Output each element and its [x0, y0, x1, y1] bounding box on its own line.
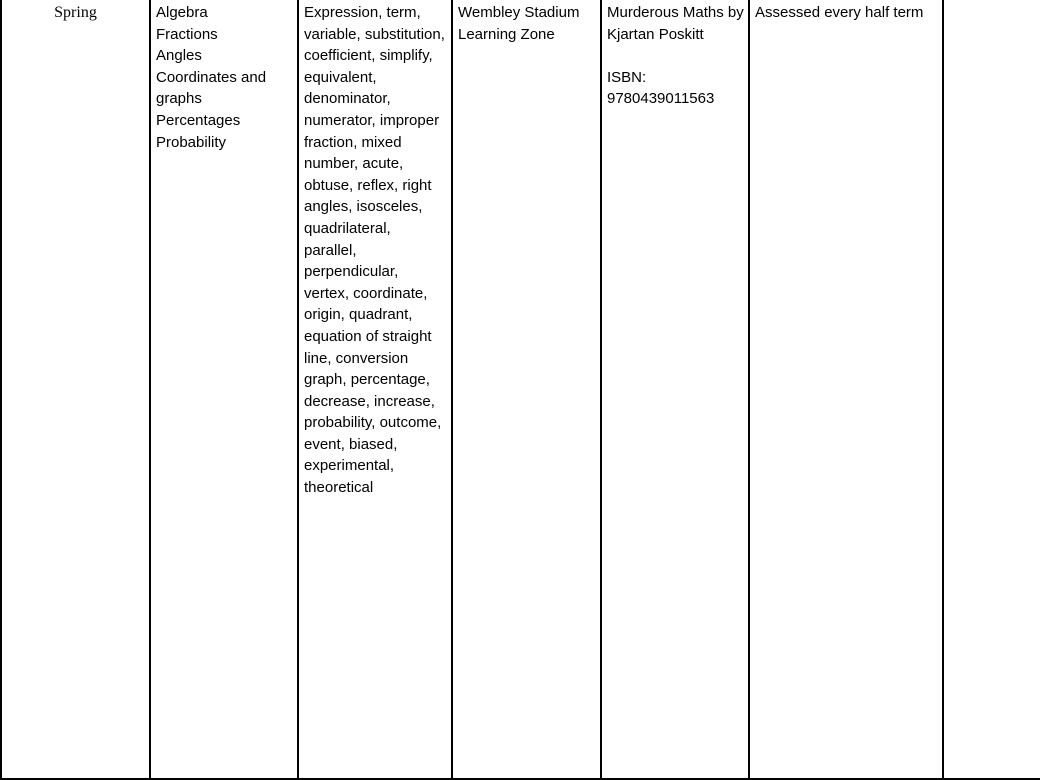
trip-cell: Wembley Stadium Learning Zone [452, 0, 601, 779]
book-title: Murderous Maths by Kjartan Poskitt [607, 4, 744, 43]
topic-item: Algebra [156, 4, 208, 21]
topic-item: Coordinates and graphs [156, 68, 267, 108]
table-row [1, 0, 1040, 779]
isbn-number: 9780439011563 [607, 90, 715, 108]
topics-cell [150, 0, 298, 779]
topic-item: Angles [156, 47, 202, 65]
assessment-cell: Assessed every half term [749, 0, 943, 779]
isbn-block [607, 67, 744, 110]
season-cell: Spring [1, 0, 150, 779]
vocabulary-cell: Expression, term, variable, substitution, coefficient, simplify, equivalent, denominator, numerator, improper fraction, mixed number, acute, obtuse, reflex, right angles, isosceles, quadrilateral, parallel, perpendicular, vertex, coordinate, origin, quadrant, equation of straight line, conversion graph, percentage, decrease, increase, probability, outcome, event, biased, experimental, theoretical [298, 0, 452, 779]
extra-cell [943, 0, 1040, 779]
topic-item: Percentages [156, 111, 241, 129]
isbn-label: ISBN: [607, 68, 647, 86]
topic-item: Fractions [156, 25, 218, 43]
topic-item: Probability [156, 133, 227, 151]
book-cell [601, 0, 749, 779]
